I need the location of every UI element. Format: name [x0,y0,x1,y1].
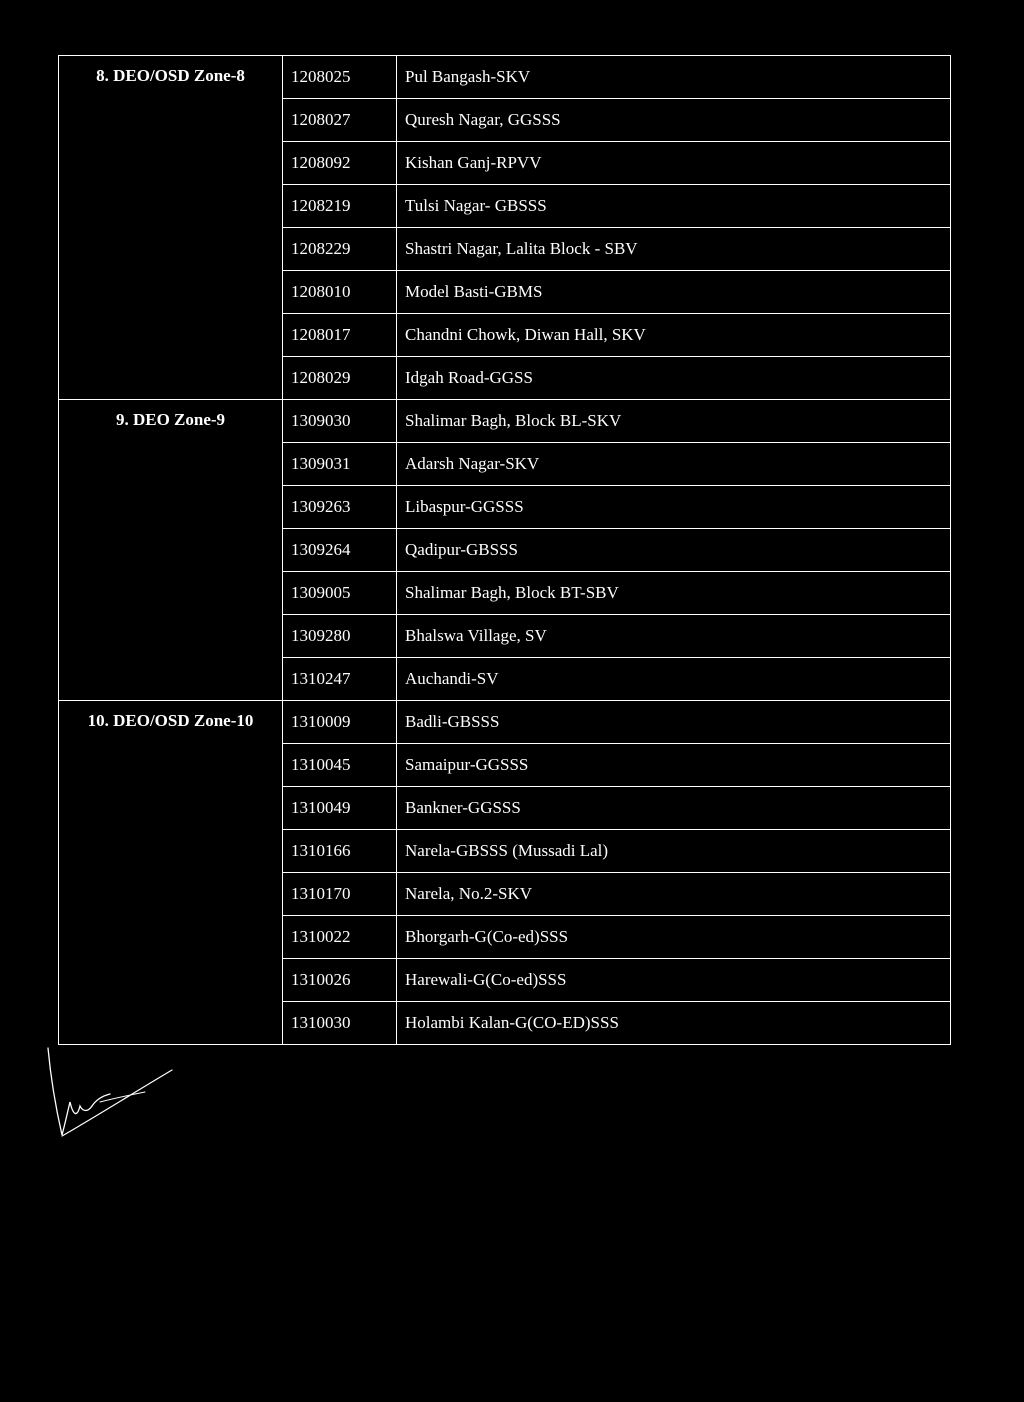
school-code: 1310022 [283,916,397,959]
school-name: Libaspur-GGSSS [397,486,951,529]
school-code: 1309263 [283,486,397,529]
signature-scribble [40,1040,180,1150]
school-code: 1208219 [283,185,397,228]
school-name: Adarsh Nagar-SKV [397,443,951,486]
school-code: 1208092 [283,142,397,185]
school-name: Model Basti-GBMS [397,271,951,314]
school-name: Idgah Road-GGSS [397,357,951,400]
school-name: Harewali-G(Co-ed)SSS [397,959,951,1002]
school-name: Kishan Ganj-RPVV [397,142,951,185]
school-code: 1310030 [283,1002,397,1045]
school-name: Quresh Nagar, GGSSS [397,99,951,142]
zone-school-table [58,55,951,1045]
school-name: Bhorgarh-G(Co-ed)SSS [397,916,951,959]
school-name: Bhalswa Village, SV [397,615,951,658]
school-name: Badli-GBSSS [397,701,951,744]
school-name: Shalimar Bagh, Block BT-SBV [397,572,951,615]
school-code: 1208029 [283,357,397,400]
school-name: Samaipur-GGSSS [397,744,951,787]
school-code: 1208010 [283,271,397,314]
zone-label: 10. DEO/OSD Zone-10 [59,701,283,1045]
school-name: Narela-GBSSS (Mussadi Lal) [397,830,951,873]
school-code: 1208025 [283,56,397,99]
table-row [59,701,951,744]
zone-label: 8. DEO/OSD Zone-8 [59,56,283,400]
school-code: 1309264 [283,529,397,572]
school-name: Pul Bangash-SKV [397,56,951,99]
school-name: Holambi Kalan-G(CO-ED)SSS [397,1002,951,1045]
school-code: 1310166 [283,830,397,873]
school-code: 1310049 [283,787,397,830]
school-code: 1208017 [283,314,397,357]
school-name: Auchandi-SV [397,658,951,701]
school-code: 1309005 [283,572,397,615]
school-code: 1208027 [283,99,397,142]
school-code: 1309031 [283,443,397,486]
school-code: 1310009 [283,701,397,744]
school-name: Narela, No.2-SKV [397,873,951,916]
school-name: Bankner-GGSSS [397,787,951,830]
school-code: 1310170 [283,873,397,916]
school-name: Chandni Chowk, Diwan Hall, SKV [397,314,951,357]
table-row [59,56,951,99]
school-name: Shalimar Bagh, Block BL-SKV [397,400,951,443]
school-code: 1310247 [283,658,397,701]
table-row [59,400,951,443]
zone-label: 9. DEO Zone-9 [59,400,283,701]
school-code: 1310045 [283,744,397,787]
school-code: 1309030 [283,400,397,443]
school-code: 1208229 [283,228,397,271]
table-body [59,56,951,1045]
school-code: 1309280 [283,615,397,658]
school-name: Shastri Nagar, Lalita Block - SBV [397,228,951,271]
school-code: 1310026 [283,959,397,1002]
school-name: Tulsi Nagar- GBSSS [397,185,951,228]
school-name: Qadipur-GBSSS [397,529,951,572]
